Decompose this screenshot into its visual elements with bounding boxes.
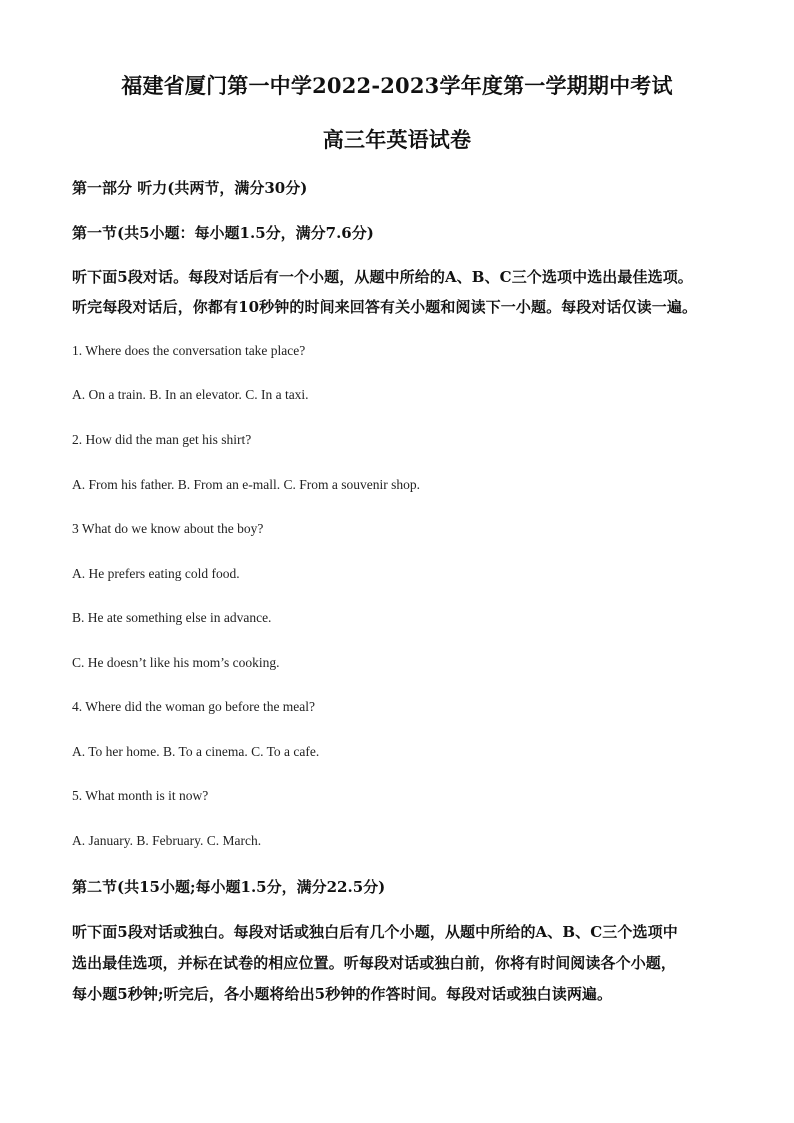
question-stem: 1. Where does the conversation take place? [72, 343, 306, 358]
question-stem: 3 What do we know about the boy? [72, 521, 264, 536]
question-options: A. On a train. B. In an elevator. C. In a taxi. [72, 387, 309, 402]
question-option: C. He doesn’t like his mom’s cooking. [72, 655, 280, 670]
section1-instruction-line: 听完每段对话后，你都有10秒钟的时间来回答有关小题和阅读下一小题。每段对话仅读一遍。 [72, 298, 698, 316]
question-stem: 2. How did the man get his shirt? [72, 432, 252, 447]
part1-heading: 第一部分 听力(共两节，满分30分) [72, 179, 308, 197]
question-stem: 5. What month is it now? [72, 788, 209, 803]
section2-heading: 第二节(共15小题;每小题1.5分，满分22.5分) [72, 878, 386, 896]
question-stem: 4. Where did the woman go before the meal? [72, 699, 316, 714]
question-option: B. He ate something else in advance. [72, 610, 272, 625]
exam-subtitle: 高三年英语试卷 [322, 127, 472, 152]
question-options: A. January. B. February. C. March. [72, 833, 262, 848]
exam-title: 福建省厦门第一中学2022-2023学年度第一学期期中考试 [121, 73, 673, 98]
section2-instruction-line: 听下面5段对话或独白。每段对话或独白后有几个小题，从题中所给的A、B、C三个选项中 [72, 923, 678, 941]
section2-instruction-line: 每小题5秒钟;听完后，各小题将给出5秒钟的作答时间。每段对话或独白读两遍。 [72, 985, 613, 1003]
question-options: A. From his father. B. From an e-mall. C. From a souvenir shop. [72, 477, 420, 492]
section2-instruction-line: 选出最佳选项，并标在试卷的相应位置。听每段对话或独白前，你将有时间阅读各个小题， [72, 954, 677, 972]
section1-heading: 第一节(共5小题：每小题1.5分，满分7.6分) [72, 224, 374, 242]
section1-instruction-line: 听下面5段对话。每段对话后有一个小题，从题中所给的A、B、C三个选项中选出最佳选项。 [72, 268, 693, 286]
question-option: A. He prefers eating cold food. [72, 566, 240, 581]
question-options: A. To her home. B. To a cinema. C. To a cafe. [72, 744, 320, 759]
